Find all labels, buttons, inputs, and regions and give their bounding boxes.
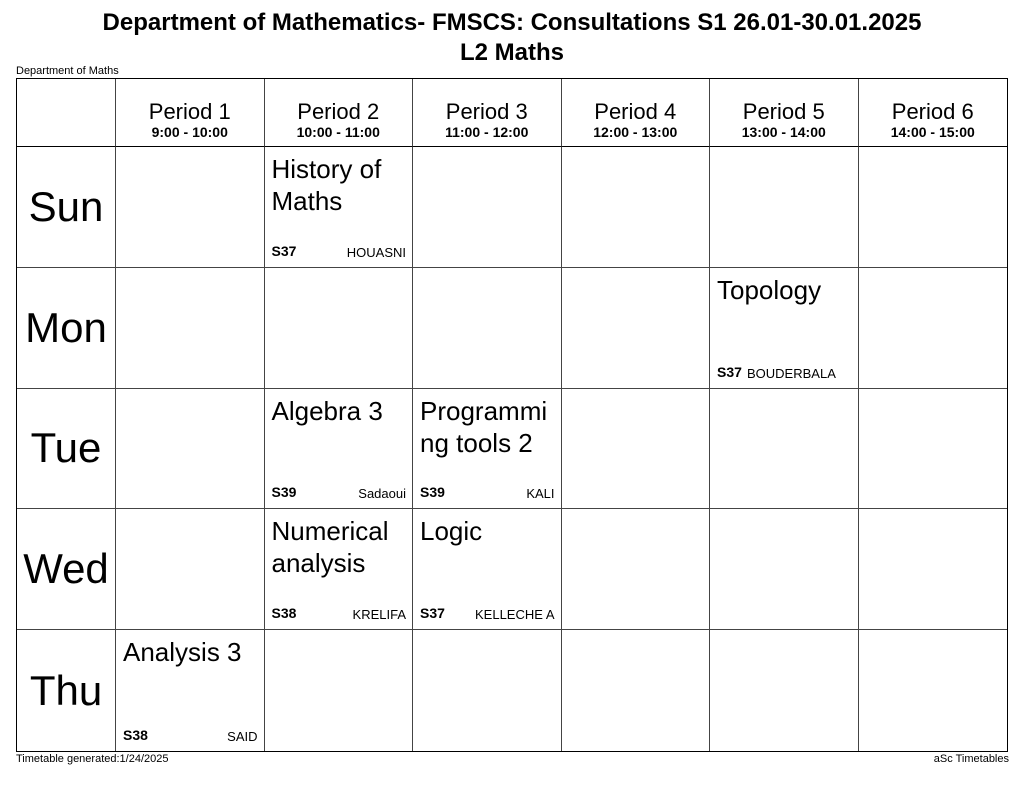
lesson-room: S37 [717, 363, 742, 380]
lesson-room: S38 [271, 605, 297, 622]
generated-date: Timetable generated:1/24/2025 [16, 753, 169, 765]
lesson-teacher: KALI [526, 486, 555, 502]
period-header [859, 79, 1008, 147]
lesson-card [710, 268, 858, 388]
empty-cell [859, 509, 1008, 630]
lesson-teacher: HOUASNI [346, 244, 406, 260]
empty-cell [116, 509, 265, 630]
lesson-subject: Topology [717, 274, 822, 305]
empty-cell [859, 268, 1008, 389]
lesson-teacher: KRELIFA [352, 607, 406, 623]
empty-cell [265, 630, 414, 751]
lesson-subject: Logic [420, 516, 483, 547]
lesson-card [265, 389, 413, 509]
period-header [413, 79, 562, 147]
day-label: Sun [17, 147, 116, 268]
empty-cell [710, 147, 859, 268]
lesson-subject: History of Maths [271, 154, 382, 216]
empty-cell [562, 389, 711, 510]
empty-cell [710, 630, 859, 751]
timetable-title: Department of Mathematics- FMSCS: Consultations S1 26.01-30.01.2025 [102, 9, 922, 36]
empty-cell [562, 147, 711, 268]
lesson-cell [413, 389, 562, 510]
period-time: 10:00 - 11:00 [296, 124, 380, 140]
empty-cell [413, 147, 562, 268]
empty-cell [859, 630, 1008, 751]
lesson-cell [710, 268, 859, 389]
period-header [116, 79, 265, 147]
lesson-room: S39 [420, 484, 445, 501]
period-header [710, 79, 859, 147]
lesson-card [265, 147, 413, 267]
app-credit: aSc Timetables [933, 753, 1009, 765]
empty-cell [116, 389, 265, 510]
period-time: 9:00 - 10:00 [151, 124, 228, 140]
lesson-teacher: BOUDERBALA [747, 365, 836, 381]
lesson-room: S37 [271, 242, 297, 259]
lesson-cell [265, 509, 414, 630]
empty-cell [710, 509, 859, 630]
empty-cell [562, 268, 711, 389]
empty-cell [116, 147, 265, 268]
empty-cell [413, 630, 562, 751]
period-name: Period 1 [148, 99, 231, 124]
empty-cell [116, 268, 265, 389]
empty-cell [265, 268, 414, 389]
lesson-room: S39 [271, 484, 297, 501]
lesson-cell [413, 509, 562, 630]
lesson-room: S38 [123, 727, 148, 743]
period-name: Period 2 [297, 99, 380, 124]
period-time: 11:00 - 12:00 [445, 124, 529, 140]
lesson-subject: Programming tools 2 [420, 395, 548, 458]
period-header [265, 79, 414, 147]
day-label: Tue [17, 389, 116, 510]
lesson-card [413, 509, 561, 629]
lesson-room: S37 [420, 605, 445, 622]
period-time: 14:00 - 15:00 [890, 124, 975, 140]
period-name: Period 3 [445, 99, 528, 124]
department-label: Department of Maths [16, 65, 119, 77]
class-name: L2 Maths [459, 39, 564, 66]
timetable-grid [16, 78, 1008, 752]
lesson-cell [116, 630, 265, 751]
empty-cell [859, 147, 1008, 268]
period-name: Period 4 [594, 99, 677, 124]
day-label: Mon [17, 268, 116, 389]
period-name: Period 6 [891, 99, 974, 124]
empty-cell [710, 389, 859, 510]
lesson-card [116, 630, 264, 751]
empty-cell [413, 268, 562, 389]
empty-cell [859, 389, 1008, 510]
period-header [562, 79, 711, 147]
lesson-cell [265, 147, 414, 268]
period-name: Period 5 [742, 99, 825, 124]
empty-cell [562, 630, 711, 751]
day-label: Wed [17, 509, 116, 630]
lesson-teacher: Sadaoui [358, 486, 406, 502]
corner-cell [17, 79, 116, 147]
period-time: 13:00 - 14:00 [741, 124, 826, 140]
lesson-subject: Numerical analysis [271, 516, 389, 579]
empty-cell [562, 509, 711, 630]
period-time: 12:00 - 13:00 [593, 124, 678, 140]
lesson-card [413, 389, 561, 509]
day-label: Thu [17, 630, 116, 751]
lesson-subject: Analysis 3 [123, 637, 242, 668]
lesson-cell [265, 389, 414, 510]
lesson-card [265, 509, 413, 629]
lesson-teacher: KELLECHE A [475, 607, 555, 623]
lesson-teacher: SAID [227, 729, 258, 744]
lesson-subject: Algebra 3 [271, 395, 383, 426]
